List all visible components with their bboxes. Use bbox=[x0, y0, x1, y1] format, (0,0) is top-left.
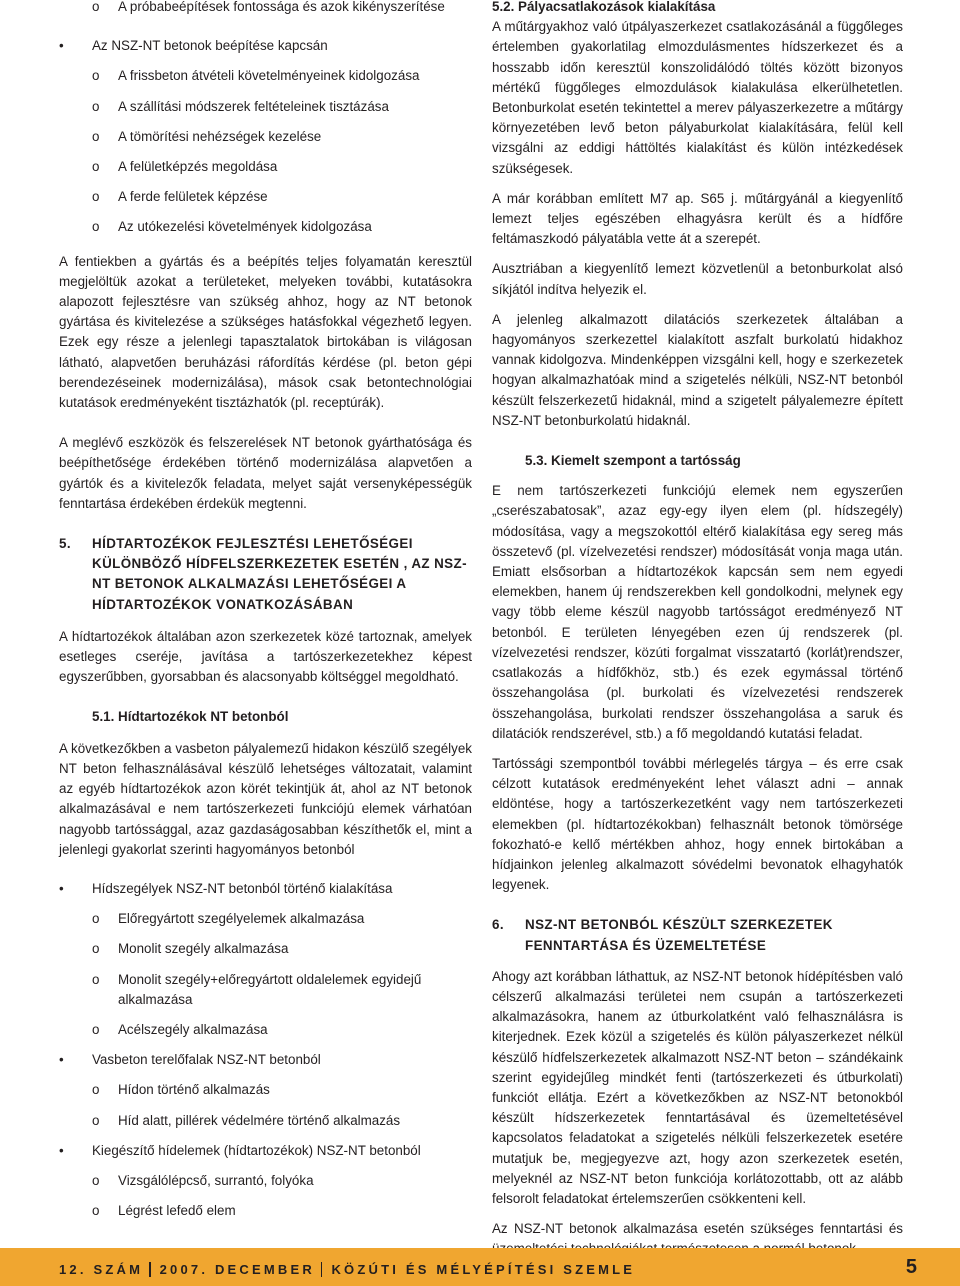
paragraph: A meglévő eszközök és felszerelések NT betonok gyárthatósága és beépíthetősége érdekében történő modernizálása alapvetően a gyártók és a kivitelezők feladata, melyet saját versenyképességük fenntartása érdekében érdekük megtenni. bbox=[59, 435, 472, 511]
bullet-marker: • bbox=[59, 880, 64, 896]
sub-list-item bbox=[59, 1111, 472, 1131]
sub-list-text: Hídon történő alkalmazás bbox=[118, 1082, 270, 1098]
issue-number: 12. SZÁM bbox=[59, 1262, 144, 1277]
sub-list-text: Légrést lefedő elem bbox=[118, 1203, 236, 1219]
sub-bullet-marker: o bbox=[92, 941, 100, 957]
sub-list-text: Az utókezelési követelmények kidolgozása bbox=[118, 219, 372, 235]
sub-list-text: A ferde felületek képzése bbox=[118, 189, 268, 205]
left-column bbox=[59, 0, 472, 1221]
sub-list-item bbox=[59, 0, 472, 17]
sub-list-item bbox=[59, 909, 472, 929]
sub-list-item bbox=[59, 127, 472, 147]
sub-list-item bbox=[59, 970, 472, 1010]
footer-bar bbox=[0, 1248, 960, 1286]
bullet-marker: • bbox=[59, 1142, 64, 1158]
sub-list-text: Monolit szegély+előregyártott oldalelemek egyidejű alkalmazása bbox=[118, 971, 422, 1007]
sub-list-item bbox=[59, 157, 472, 177]
sub-bullet-marker: o bbox=[92, 1203, 100, 1219]
sub-bullet-marker: o bbox=[92, 1021, 100, 1037]
paragraph: A jelenleg alkalmazott dilatációs szerkezetek általában a hagyományos szerkezettel kialakított aszfalt burkolatú hidakhoz vannak kidolgozva. Mindenképpen vizsgálni kell, hogy e szerkezetek hogyan alkalmazhatóak mind a szigetelés nélküli, NSZ-NT betonból készült felszerkezetű hidaknál, mind a szigetelt pályalemezre épített NSZ-NT betonburkolatú hidaknál. bbox=[492, 311, 903, 428]
sub-list-item bbox=[59, 1020, 472, 1040]
sub-bullet-marker: o bbox=[92, 0, 100, 14]
sub-list bbox=[59, 909, 472, 1040]
paragraph: A műtárgyakhoz való útpályaszerkezet csatlakozásánál a függőleges értelemben gyakorlatilag elmozdulásmentes hídszerkezet és a hosszabb időn keresztül konszolidálódó töltés között bizonyos mértékű függőleges elmozdulások kialakulása elkerülhetetlen. Betonburkolat esetén tekintettel a merev pályaszerkezetre a műtárgy környezetében levő beton pályaburkolat kialakítására, felül kell vizsgálni az eddigi háttöltés kialakítást és külön intézkedések szükségesek. bbox=[492, 19, 903, 176]
subsection-heading-5-2: 5.2. Pályacsatlakozások kialakítása bbox=[492, 0, 716, 14]
sub-list-item bbox=[59, 1201, 472, 1221]
sub-bullet-marker: o bbox=[92, 1112, 100, 1128]
bullet-item bbox=[59, 36, 472, 56]
bullet-marker: • bbox=[59, 1052, 64, 1068]
paragraph: Ausztriában a kiegyenlítő lemezt közvetlenül a betonburkolat alsó síkjától indítva helyezik el. bbox=[492, 261, 903, 297]
page-number: 5 bbox=[905, 1256, 917, 1278]
bullet-text: Hídszegélyek NSZ-NT betonból történő kialakítása bbox=[92, 880, 393, 896]
section-heading-5: 5. HÍDTARTOZÉKOK FEJLESZTÉSI LEHETŐSÉGEI KÜLÖNBÖZŐ HÍDFELSZERKEZETEK ESETÉN , AZ NSZ-NT BETONOK ALKALMAZÁSI LEHETŐSÉGEI A HÍDTARTOZÉKOK VONATKOZÁSÁBAN bbox=[59, 536, 467, 612]
sub-list-text: Acélszegély alkalmazása bbox=[118, 1021, 268, 1037]
sub-bullet-marker: o bbox=[92, 1172, 100, 1188]
sub-list-text: Előregyártott szegélyelemek alkalmazása bbox=[118, 911, 365, 927]
subsection-heading-5-1: 5.1. Hídtartozékok NT betonból bbox=[92, 709, 289, 725]
top-sub-list bbox=[59, 0, 472, 17]
sub-bullet-marker: o bbox=[92, 911, 100, 927]
sub-list-item bbox=[59, 66, 472, 86]
sub-list-text: A frissbeton átvételi követelményeinek kidolgozása bbox=[118, 68, 420, 84]
footer-divider bbox=[321, 1262, 323, 1277]
sub-list-item bbox=[59, 217, 472, 237]
paragraph: A hídtartozékok általában azon szerkezetek közé tartoznak, amelyek esetleges cseréje, javítása a tartószerkezetekhez képest egyszerűbben, gyorsabban és alacsonyabb költséggel megoldható. bbox=[59, 628, 472, 685]
sub-list bbox=[59, 66, 472, 237]
bullet-item bbox=[59, 1141, 472, 1161]
sub-list-text: Híd alatt, pillérek védelmére történő alkalmazás bbox=[118, 1112, 401, 1128]
footer-text bbox=[59, 1262, 635, 1277]
sub-list-text: A szállítási módszerek feltételeinek tisztázása bbox=[118, 98, 389, 114]
paragraph: Tartóssági szempontból további mérlegelés tárgya – és erre csak célzott kutatások eredményeként lehet választ adni – annak eldöntése, hogy a tartószerkezetként vagy nem tartószerkezeti elemekben (pl. hídtartozékokban) felhasznált betonok tömörsége fokozható-e kellő mértékben ahhoz, hogy ennek birtokában a hídjainkon jelenleg alkalmazott sóvédelmi bevonatok elhagyhatók legyenek. bbox=[492, 755, 903, 893]
bullet-item bbox=[59, 879, 472, 899]
sub-bullet-marker: o bbox=[92, 219, 100, 235]
bullet-marker: • bbox=[59, 38, 64, 54]
paragraph: E nem tartószerkezeti funkciójú elemek nem egyszerűen „cserészabatosak”, azaz egy-egy ilyen elem (pl. hídszegély) módosítása, vagy a megszokottól eltérő kialakítása egy sereg más összetevő (pl. vízelvezetési rendszer) módosítását vonja maga után. Emiatt elsősorban a hídtartozékok kapcsán sem nem egyedi elemekben, hanem új rendszerekben kell gondolkodni, melynek egy vagy több eleme készül nagyobb tartósságot eredményező NT betonból. E területen lényegében ezen új rendszerek (pl. vízelvezetési rendszer, közúti forgalmat visszatartó (korlát)rendszer, csatlakozás a hídfőkhöz, stb.) és ezek egymással történő összehangolása (pl. burkolati és vízelvezetési rendszerek összehangolása, burkolati rendszer összehangolása a saruk és dilatációk rendszerével, stb.) a fő megoldandó kutatási feladat. bbox=[492, 483, 903, 741]
bullet-item bbox=[59, 1050, 472, 1070]
right-column bbox=[492, 0, 903, 1260]
paragraph: A fentiekben a gyártás és a beépítés teljes folyamatán keresztül megjelöltük azokat a területeket, melyeken további, kutatásokra alapozott fejlesztésre van szükség ahhoz, hogy az NT betonok gyártása és kivitelezése a szükséges hatásfokkal végezhető legyen. Ezek egy része a jelenlegi tapasztalatok birtokában is világosan látható, alapvetően beruházási ráfordítás kérdése (pl. beton gépi berendezéseinek modernizálása), mások csak betontechnológiai kutatások eredményeként tisztázhatók (pl. receptúrák). bbox=[59, 253, 472, 411]
paragraph: Ahogy azt korábban láthattuk, az NSZ-NT betonok hídépítésben való célszerű alkalmazási területei nem csupán a tartószerkezeti alkalmazásokra, hanem az útburkolatként való felhasználásra is kiterjednek. Ezek közül a szigetelés és külön pályaszerkezet nélkül készülő hídfelszerkezetek alkalmazott NSZ-NT beton – szándékaink szerint egyidejűleg mindkét fenti (tartószerkezeti és útburkolati) funkciót ellátja. Ezért a következőkben az NSZ-NT betonokból készült hídszerkezetek fenntartásával és üzemeltetésével kapcsolatos feladatokat a szigetelés nélküli felszerkezetek esetére mutatjuk be, megjegyezve azt, hogy azon szerkezetek esetén, melyeknél az NSZ-NT beton funkciója korlátozottabb, ott az alább felsorolt feladatokat értelemszerűen csökkenteni kell. bbox=[492, 968, 903, 1206]
journal-title: KÖZÚTI ÉS MÉLYÉPÍTÉSI SZEMLE bbox=[331, 1262, 636, 1277]
sub-list bbox=[59, 1171, 472, 1221]
sub-list-text: A próbabeépítések fontossága és azok kikényszerítése bbox=[118, 0, 445, 14]
sub-bullet-marker: o bbox=[92, 98, 100, 114]
sub-bullet-marker: o bbox=[92, 971, 100, 987]
sub-bullet-marker: o bbox=[92, 68, 100, 84]
bullet-text: Az NSZ-NT betonok beépítése kapcsán bbox=[92, 38, 328, 54]
sub-list-item bbox=[59, 97, 472, 117]
sub-list-item bbox=[59, 1080, 472, 1100]
sub-list-text: A tömörítési nehézségek kezelése bbox=[118, 128, 322, 144]
paragraph: A már korábban említett M7 ap. S65 j. műtárgyánál a kiegyenlítő lemezt teljes egészében elhagyásra került és a hídfőre feltámaszkodó pályatábla vette át a szerepét. bbox=[492, 190, 903, 247]
sub-bullet-marker: o bbox=[92, 128, 100, 144]
issue-date: 2007. DECEMBER bbox=[159, 1262, 315, 1277]
sub-list-text: Monolit szegély alkalmazása bbox=[118, 941, 289, 957]
subsection-heading-5-3: 5.3. Kiemelt szempont a tartósság bbox=[525, 453, 741, 469]
sub-bullet-marker: o bbox=[92, 1082, 100, 1098]
sub-list-item bbox=[59, 939, 472, 959]
bullet-text: Kiegészítő hídelemek (hídtartozékok) NSZ-NT betonból bbox=[92, 1142, 421, 1158]
footer-divider bbox=[149, 1262, 151, 1277]
paragraph: Az NSZ-NT betonok alkalmazása esetén szükséges fenntartási és bbox=[492, 1221, 903, 1237]
sub-list-item bbox=[59, 1171, 472, 1191]
sub-bullet-marker: o bbox=[92, 159, 100, 175]
sub-list-item bbox=[59, 187, 472, 207]
section-heading-6: 6. NSZ-NT BETONBÓL KÉSZÜLT SZERKEZETEK FENNTARTÁSA ÉS ÜZEMELTETÉSE bbox=[492, 917, 833, 953]
paragraph: A következőkben a vasbeton pályalemezű hidakon készülő szegélyek NT beton felhasználásával készülő lehetséges változatait, valamint az egyéb hídtartozékok azon körét tekintjük át, ahol az NT betonok alkalmazásával e nem tartószerkezeti funkciójú elemek várhatóan nagyobb tartóssággal, azaz gazdaságosabban készíthetők el, mint a jelenlegi gyakorlat szerinti hagyományos betonból bbox=[59, 740, 472, 857]
bullet-text: Vasbeton terelőfalak NSZ-NT betonból bbox=[92, 1052, 321, 1068]
sub-bullet-marker: o bbox=[92, 189, 100, 205]
sub-list-text: Vizsgálólépcső, surrantó, folyóka bbox=[118, 1172, 314, 1188]
sub-list-text: A felületképzés megoldása bbox=[118, 159, 278, 175]
sub-list bbox=[59, 1080, 472, 1130]
